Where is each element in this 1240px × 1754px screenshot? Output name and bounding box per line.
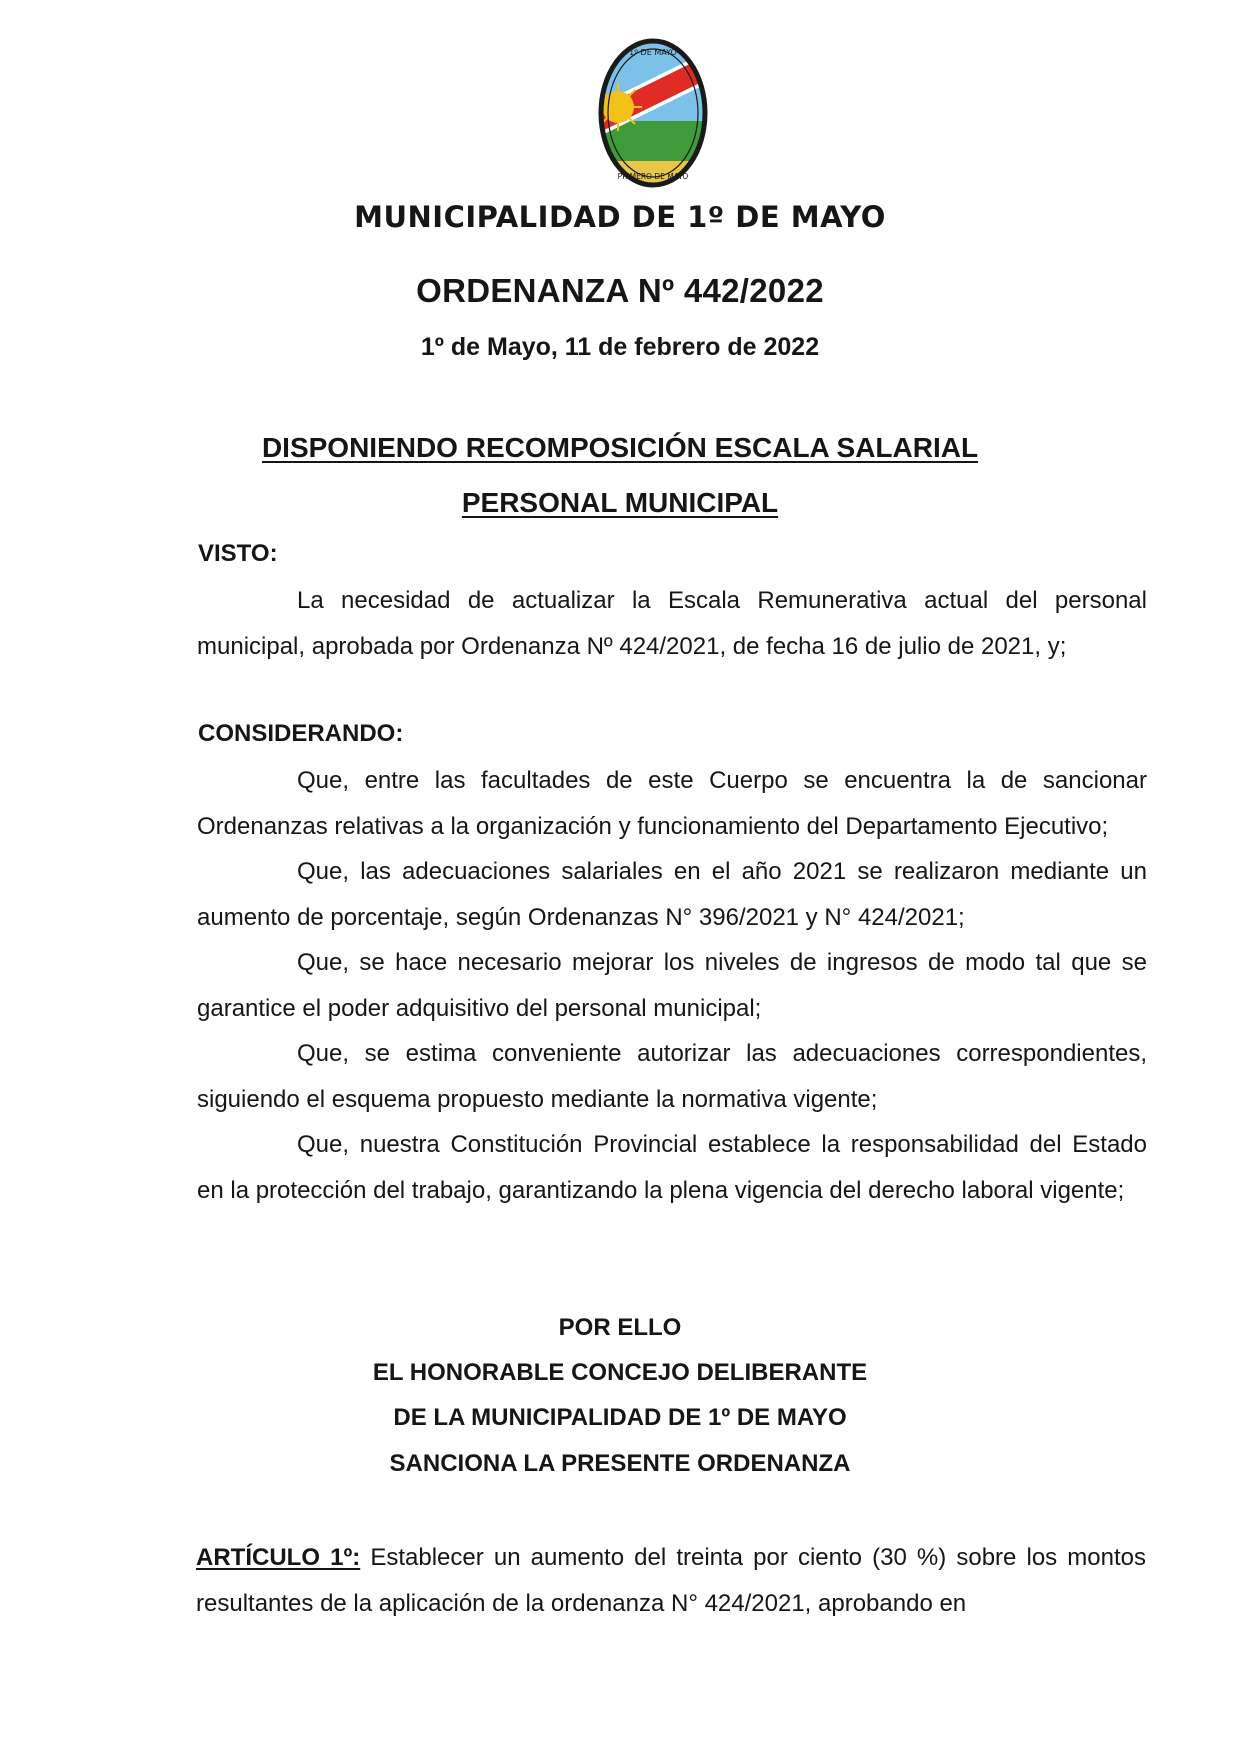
article-1 bbox=[196, 1535, 1146, 1626]
por-ello-line-2: EL HONORABLE CONCEJO DELIBERANTE bbox=[372, 1359, 868, 1386]
por-ello-line-4: SANCIONA LA PRESENTE ORDENANZA bbox=[389, 1450, 851, 1477]
municipal-seal-logo bbox=[594, 33, 712, 193]
por-ello-line-3: DE LA MUNICIPALIDAD DE 1º DE MAYO bbox=[393, 1404, 847, 1431]
considerando-paragraph-4: Que, se estima conveniente autorizar las adecuaciones correspondientes, siguiendo el esquema propuesto mediante la normativa vigente; bbox=[197, 1040, 1147, 1113]
article-1-paragraph bbox=[196, 1535, 1146, 1626]
visto-label: VISTO: bbox=[198, 540, 278, 567]
considerando-paragraph-2: Que, las adecuaciones salariales en el año 2021 se realizaron mediante un aumento de porcentaje, según Ordenanzas N° 396/2021 y N° 424/2021; bbox=[197, 858, 1147, 931]
ordinance-number: ORDENANZA Nº 442/2022 bbox=[416, 272, 824, 309]
considerando-paragraph-5: Que, nuestra Constitución Provincial establece la responsabilidad del Estado en la protección del trabajo, garantizando la plena vigencia del derecho laboral vigente; bbox=[197, 1131, 1147, 1204]
seal-top-text: 1º DE MAYO bbox=[629, 48, 677, 57]
considerando-paragraph-1: Que, entre las facultades de este Cuerpo se encuentra la de sancionar Ordenanzas relativas a la organización y funcionamiento del Departamento Ejecutivo; bbox=[197, 767, 1147, 840]
document-title-line1: DISPONIENDO RECOMPOSICIÓN ESCALA SALARIAL bbox=[261, 432, 979, 463]
seal-bottom-text: PRIMERO DE MAYO bbox=[617, 172, 689, 181]
visto-section bbox=[197, 578, 1147, 669]
considerando-section bbox=[197, 758, 1147, 1213]
por-ello-line-1: POR ELLO bbox=[558, 1314, 682, 1341]
considerando-label: CONSIDERANDO: bbox=[198, 720, 404, 747]
municipality-heading: MUNICIPALIDAD DE 1º DE MAYO bbox=[354, 200, 886, 234]
document-title-line2: PERSONAL MUNICIPAL bbox=[461, 487, 779, 518]
article-1-text: Establecer un aumento del treinta por ciento (30 %) sobre los montos resultantes de la aplicación de la ordenanza N° 424/2021, aprobando en bbox=[196, 1544, 1147, 1617]
visto-paragraph: La necesidad de actualizar la Escala Remunerativa actual del personal municipal, aprobada por Ordenanza Nº 424/2021, de fecha 16 de julio de 2021, y; bbox=[197, 587, 1147, 660]
article-1-label: ARTÍCULO 1º: bbox=[196, 1544, 361, 1571]
ordinance-date: 1º de Mayo, 11 de febrero de 2022 bbox=[420, 333, 820, 361]
considerando-paragraph-3: Que, se hace necesario mejorar los niveles de ingresos de modo tal que se garantice el poder adquisitivo del personal municipal; bbox=[197, 949, 1147, 1022]
